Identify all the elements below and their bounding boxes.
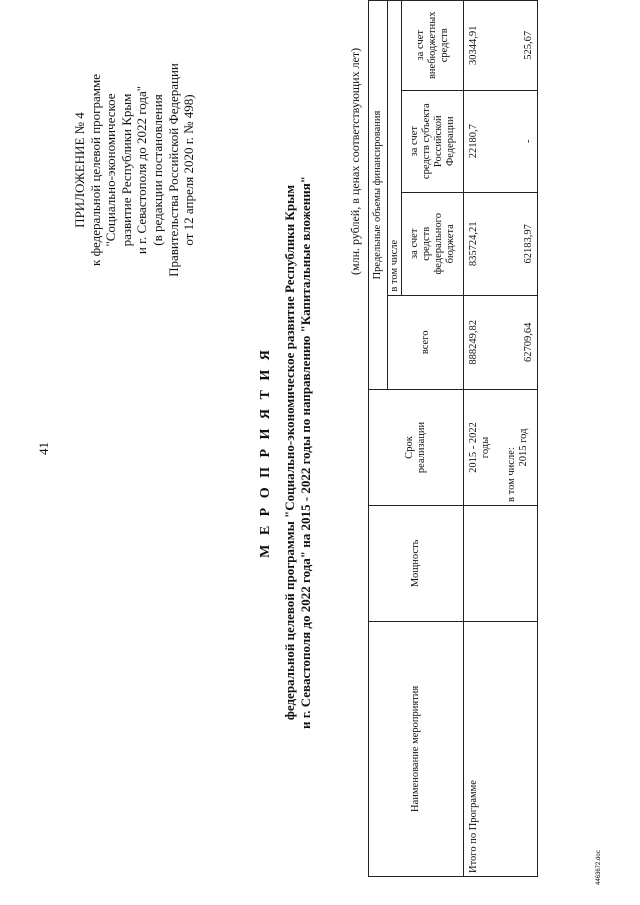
header-federal: за счет средств федерального бюджета <box>402 192 464 295</box>
cell-offbudget: 525,67 <box>506 1 538 91</box>
subtitle-line: и г. Севастополя до 2022 года" на 2015 - 2022 годы по направлению "Капитальные вложения" <box>298 176 313 729</box>
subtitle-line: федеральной целевой программы "Социально-экономическое развитие Республики Крым <box>282 184 297 721</box>
header-name: Наименование мероприятия <box>369 621 464 876</box>
header-total: всего <box>388 295 464 389</box>
units-note: (млн. рублей, в ценах соответствующих лет) <box>348 47 362 275</box>
header-funding-group: Предельные объемы финансирования <box>369 1 388 390</box>
cell-total: 62709,64 <box>506 295 538 389</box>
cell-capacity <box>506 505 538 621</box>
cell-period: в том числе: 2015 год <box>506 390 538 506</box>
appendix-line: Правительства Российской Федерации <box>165 63 181 277</box>
document-title: М Е Р О П Р И Я Т И Я <box>258 347 273 558</box>
page-number: 41 <box>36 442 51 455</box>
table-row <box>464 1 506 877</box>
header-regional: за счет средств субъекта Российской Федерации <box>402 90 464 192</box>
header-including: в том числе <box>388 1 402 296</box>
appendix-line: развитие Республики Крым <box>118 93 134 247</box>
appendix-block <box>72 35 197 305</box>
cell-name: Итого по Программе <box>464 621 506 876</box>
table-row <box>506 1 538 877</box>
cell-name <box>506 621 538 876</box>
measures-table <box>368 0 538 877</box>
file-code: 4463672.doc <box>596 850 602 885</box>
cell-regional: 22180,7 <box>464 90 506 192</box>
header-offbudget: за счет внебюджетных средств <box>402 1 464 91</box>
appendix-line: ПРИЛОЖЕНИЕ № 4 <box>72 112 87 228</box>
cell-total: 888249,82 <box>464 295 506 389</box>
appendix-line: к федеральной целевой программе <box>87 74 103 266</box>
cell-federal: 62183,97 <box>506 192 538 295</box>
cell-offbudget: 30344,91 <box>464 1 506 91</box>
appendix-line: "Социально-экономическое <box>103 93 119 247</box>
cell-federal: 835724,21 <box>464 192 506 295</box>
appendix-line: и г. Севастополя до 2022 года" <box>134 85 150 255</box>
cell-period: 2015 - 2022 годы <box>464 390 506 506</box>
header-capacity: Мощность <box>369 505 464 621</box>
header-period: Срок реализации <box>369 390 464 506</box>
appendix-line: от 12 апреля 2020 г. № 498) <box>181 94 197 246</box>
appendix-line: (в редакции постановления <box>149 94 165 246</box>
document-subtitle <box>282 0 314 905</box>
cell-regional: - <box>506 90 538 192</box>
cell-capacity <box>464 505 506 621</box>
